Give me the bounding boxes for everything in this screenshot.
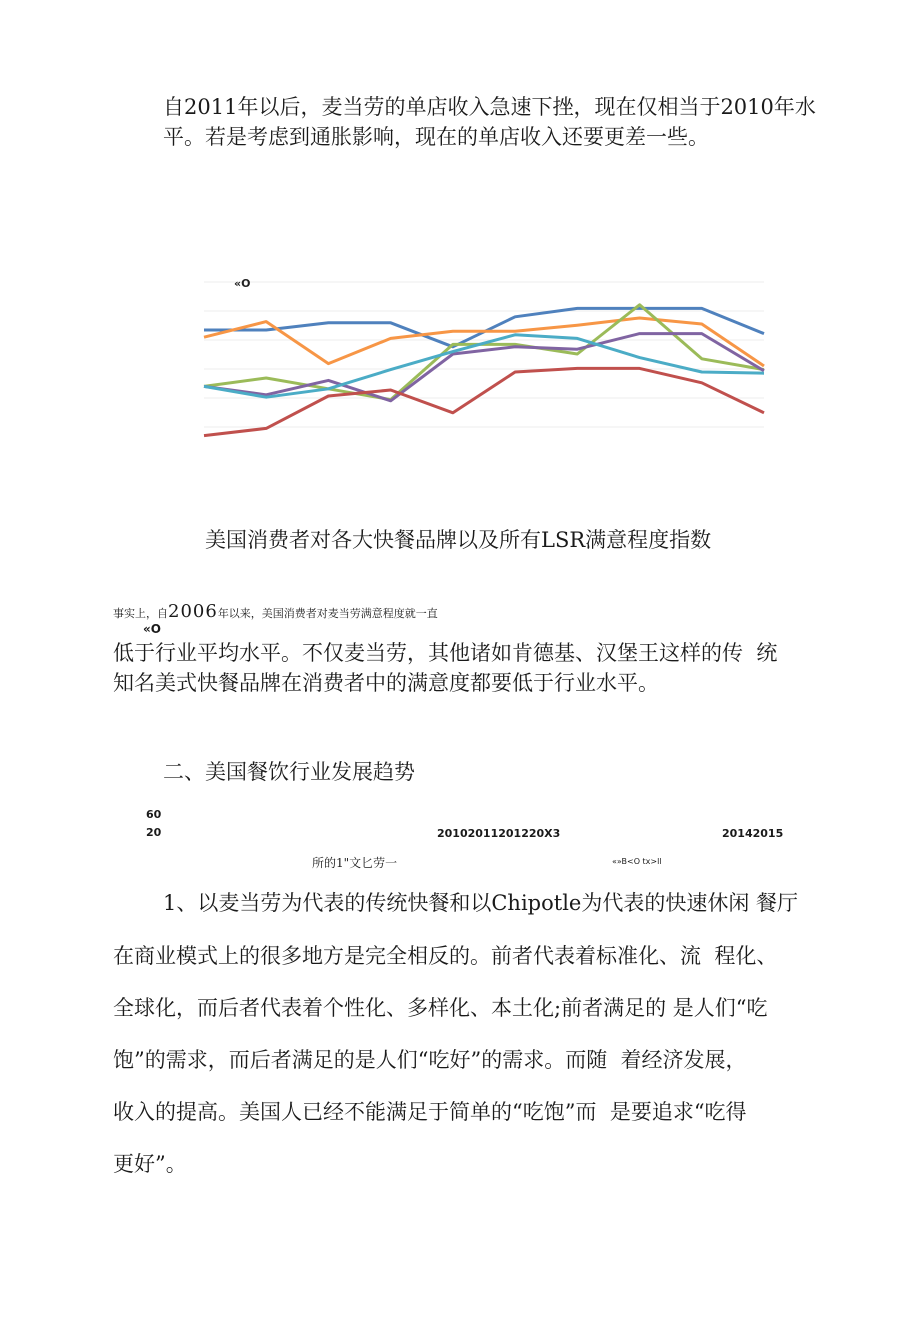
- small-lead-text: [113, 601, 438, 622]
- paragraph-3-line-1: 1、以麦当劳为代表的传统快餐和以Chipotle为代表的快速休闲 餐厅: [163, 891, 799, 915]
- satisfaction-line-chart: [196, 262, 776, 452]
- paragraph-3-line-4: 饱”的需求，而后者满足的是人们“吃好”的需求。而随 着经济发展，: [113, 1048, 747, 1072]
- chart-gridlines: [204, 282, 764, 427]
- chart-series-red: [204, 368, 764, 435]
- small-lead-mark: «O: [143, 622, 161, 636]
- fragment-years-a: 20102011201220X3: [437, 827, 561, 840]
- small-lead-year: 2006: [168, 601, 218, 622]
- fragment-20: 20: [146, 826, 162, 839]
- paragraph-2-line-1: 低于行业平均水平。不仅麦当劳，其他诸如肯德基、汉堡王这样的传 统: [113, 641, 778, 665]
- small-lead-part1: 事实上，自: [113, 607, 168, 620]
- paragraph-2-line-2: 知名美式快餐品牌在消费者中的满意度都要低于行业水平。: [113, 671, 659, 695]
- section-title: 二、美国餐饮行业发展趋势: [163, 760, 415, 784]
- small-lead-part2: 年以来，美国消费者对麦当劳满意程度就一直: [217, 607, 438, 620]
- paragraph-1-line-1: 自2011年以后，麦当劳的单店收入急速下挫，现在仅相当于2010年水: [163, 95, 816, 119]
- paragraph-1-line-2: 平。若是考虑到通胀影响，现在的单店收入还要更差一些。: [163, 125, 709, 149]
- fragment-caption-2: 所的1"文匕劳一: [312, 856, 398, 870]
- paragraph-3-line-2: 在商业模式上的很多地方是完全相反的。前者代表着标准化、流 程化、: [113, 944, 778, 968]
- paragraph-3-line-5: 收入的提高。美国人已经不能满足于简单的“吃饱”而 是要追求“吃得: [113, 1100, 747, 1124]
- paragraph-3-line-6: 更好”。: [113, 1152, 187, 1176]
- chart-series-green: [204, 305, 764, 400]
- chart-caption: 美国消费者对各大快餐品牌以及所有LSR满意程度指数: [205, 528, 712, 552]
- chart-series-layer: [204, 305, 764, 436]
- fragment-caption-2-b: «»B<O tx>ll: [612, 857, 662, 866]
- fragment-60: 60: [146, 808, 162, 821]
- paragraph-3-line-3: 全球化，而后者代表着个性化、多样化、本土化;前者满足的 是人们“吃: [113, 996, 768, 1020]
- chart-corner-label: «O: [234, 277, 251, 290]
- chart-series-cyan: [204, 335, 764, 397]
- fragment-years-b: 20142015: [722, 827, 784, 840]
